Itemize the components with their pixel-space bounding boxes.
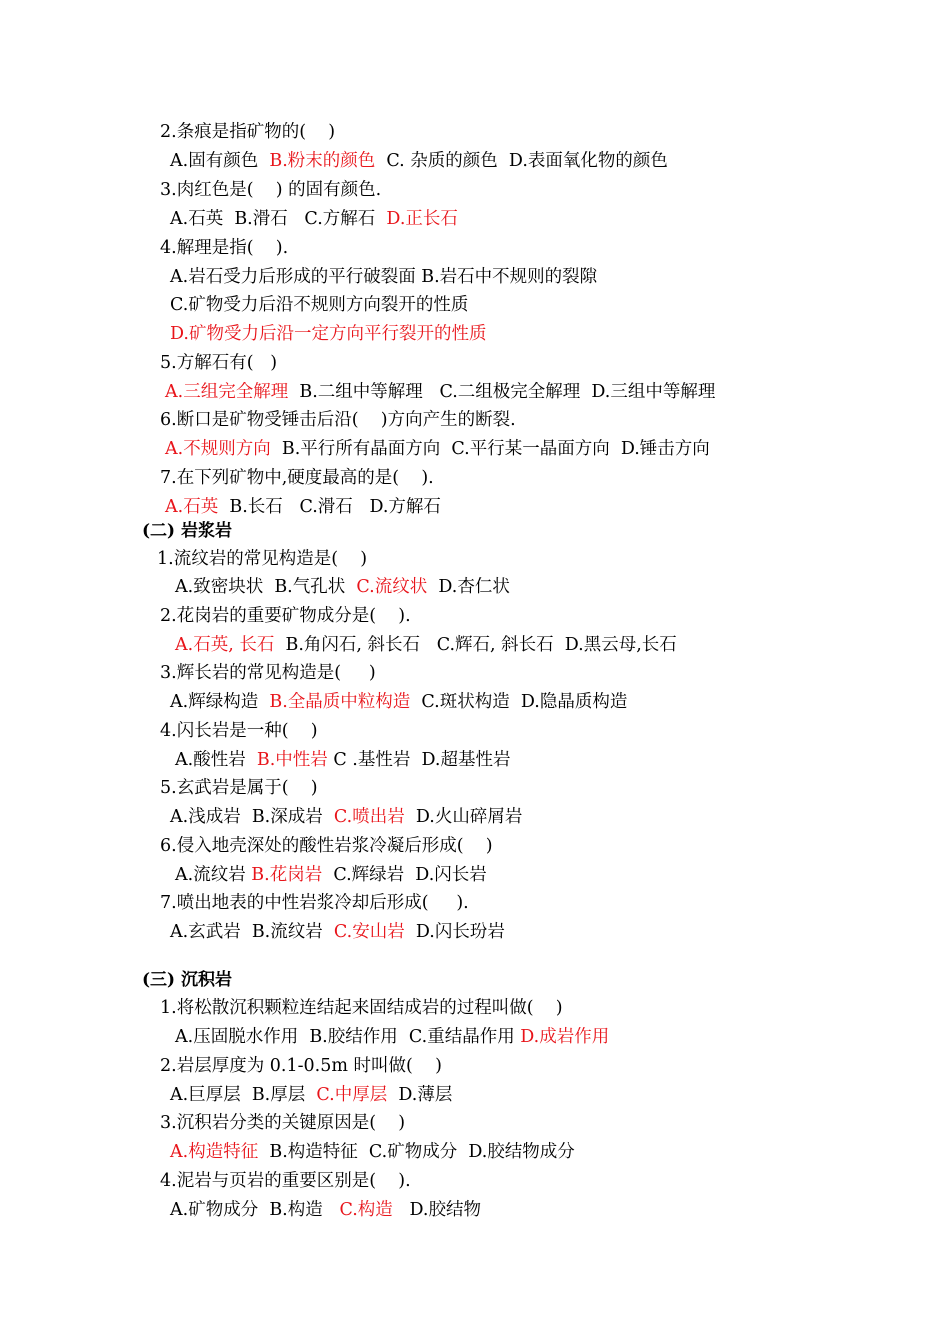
mineral-q4-text	[160, 237, 288, 259]
igneous-q5-text	[160, 777, 318, 799]
correct-answer: D.正长石	[386, 209, 458, 229]
text-fragment: B.长石 C.滑石 D.方解石	[218, 497, 441, 517]
text-fragment: 4.解理是指( ).	[160, 238, 289, 258]
igneous-q1-text	[157, 548, 367, 570]
text-fragment: B.角闪石, 斜长石 C.辉石, 斜长石 D.黑云母,长石	[274, 635, 677, 655]
text-fragment: A.酸性岩	[175, 750, 257, 770]
correct-answer: A.构造特征	[170, 1142, 259, 1162]
igneous-q6-options	[175, 864, 487, 886]
sedimentary-q2-text	[160, 1055, 442, 1077]
mineral-q7-options	[165, 496, 441, 518]
text-fragment: (三) 沉积岩	[142, 970, 233, 990]
text-fragment: 5.方解石有( )	[160, 353, 278, 373]
igneous-q7-options	[170, 921, 505, 943]
mineral-q7-text	[160, 467, 434, 489]
text-fragment: A.致密块状 B.气孔状	[175, 577, 357, 597]
text-fragment: D.火山碎屑岩	[404, 807, 523, 827]
igneous-q6-text	[160, 835, 493, 857]
igneous-q7-text	[160, 892, 469, 914]
correct-answer: B.花岗岩	[251, 865, 323, 885]
text-fragment: A.浅成岩 B.深成岩	[170, 807, 334, 827]
mineral-q4-option-d	[170, 323, 486, 345]
text-fragment: A.流纹岩	[175, 865, 252, 885]
mineral-q4-option-a-b	[170, 266, 597, 288]
sedimentary-q1-options	[175, 1026, 609, 1048]
mineral-q5-options	[165, 381, 715, 403]
text-fragment: 1.流纹岩的常见构造是( )	[157, 549, 368, 569]
sedimentary-q3-text	[160, 1112, 405, 1134]
text-fragment: 2.花岗岩的重要矿物成分是( ).	[160, 606, 411, 626]
igneous-q5-options	[170, 806, 522, 828]
text-fragment: C.辉绿岩 D.闪长岩	[322, 865, 487, 885]
mineral-q2-text	[160, 121, 335, 143]
text-fragment: 6.断口是矿物受锤击后沿( )方向产生的断裂.	[160, 410, 516, 430]
text-fragment: B.二组中等解理 C.二组极完全解理 D.三组中等解理	[288, 382, 716, 402]
text-fragment: B.平行所有晶面方向 C.平行某一晶面方向 D.锤击方向	[270, 439, 710, 459]
igneous-q3-options	[170, 691, 627, 713]
text-fragment: B.构造特征 C.矿物成分 D.胶结物成分	[258, 1142, 575, 1162]
mineral-q5-text	[160, 352, 277, 374]
section-sedimentary-heading	[142, 969, 232, 991]
text-fragment: D.胶结物	[392, 1200, 481, 1220]
text-fragment: 5.玄武岩是属于( )	[160, 778, 318, 798]
text-fragment: D.杏仁状	[427, 577, 510, 597]
text-fragment: 3.肉红色是( ) 的固有颜色.	[160, 180, 382, 200]
text-fragment: A.岩石受力后形成的平行破裂面 B.岩石中不规则的裂隙	[170, 267, 598, 287]
igneous-q4-text	[160, 720, 318, 742]
text-fragment: C.斑状构造 D.隐晶质构造	[410, 692, 628, 712]
igneous-q2-text	[160, 605, 411, 627]
correct-answer: A.石英, 长石	[175, 635, 275, 655]
correct-answer: B.中性岩	[256, 750, 328, 770]
text-fragment: D.薄层	[387, 1085, 453, 1105]
text-fragment: A.压固脱水作用 B.胶结作用 C.重结晶作用	[175, 1027, 521, 1047]
correct-answer: C.流纹状	[356, 577, 428, 597]
section-igneous-heading	[142, 520, 232, 542]
text-fragment: 7.喷出地表的中性岩浆冷却后形成( ).	[160, 893, 469, 913]
text-fragment: 4.闪长岩是一种( )	[160, 721, 318, 741]
text-fragment: 4.泥岩与页岩的重要区别是( ).	[160, 1171, 411, 1191]
text-fragment: D.闪长玢岩	[404, 922, 505, 942]
correct-answer: A.石英	[165, 497, 219, 517]
correct-answer: B.粉末的颜色	[269, 151, 376, 171]
text-fragment: 3.辉长岩的常见构造是( )	[160, 663, 376, 683]
sedimentary-q1-text	[160, 997, 563, 1019]
mineral-q6-text	[160, 409, 516, 431]
correct-answer: B.全晶质中粒构造	[269, 692, 411, 712]
sedimentary-q4-text	[160, 1170, 411, 1192]
correct-answer: C.构造	[339, 1200, 393, 1220]
text-fragment: C.矿物受力后沿不规则方向裂开的性质	[170, 295, 469, 315]
text-fragment: A.辉绿构造	[170, 692, 270, 712]
mineral-q3-options	[170, 208, 458, 230]
text-fragment: C. 杂质的颜色 D.表面氧化物的颜色	[375, 151, 668, 171]
correct-answer: D.成岩作用	[520, 1027, 610, 1047]
mineral-q4-option-c	[170, 294, 468, 316]
text-fragment: A.矿物成分 B.构造	[170, 1200, 340, 1220]
correct-answer: A.不规则方向	[165, 439, 271, 459]
sedimentary-q4-options	[170, 1199, 481, 1221]
correct-answer: C.喷出岩	[333, 807, 405, 827]
igneous-q3-text	[160, 662, 376, 684]
text-fragment: 3.沉积岩分类的关键原因是( )	[160, 1113, 406, 1133]
mineral-q3-text	[160, 179, 381, 201]
correct-answer: D.矿物受力后沿一定方向平行裂开的性质	[170, 324, 487, 344]
text-fragment: C .基性岩 D.超基性岩	[327, 750, 511, 770]
correct-answer: C.中厚层	[316, 1085, 388, 1105]
text-fragment: A.石英 B.滑石 C.方解石	[170, 209, 387, 229]
sedimentary-q3-options	[170, 1141, 575, 1163]
igneous-q2-options	[175, 634, 677, 656]
text-fragment: A.巨厚层 B.厚层	[170, 1085, 317, 1105]
text-fragment: A.固有颜色	[170, 151, 270, 171]
text-fragment: 1.将松散沉积颗粒连结起来固结成岩的过程叫做( )	[160, 998, 563, 1018]
correct-answer: A.三组完全解理	[165, 382, 289, 402]
mineral-q2-options	[170, 150, 668, 172]
igneous-q4-options	[175, 749, 510, 771]
text-fragment: A.玄武岩 B.流纹岩	[170, 922, 334, 942]
text-fragment: (二) 岩浆岩	[142, 521, 233, 541]
sedimentary-q2-options	[170, 1084, 452, 1106]
text-fragment: 7.在下列矿物中,硬度最高的是( ).	[160, 468, 434, 488]
mineral-q6-options	[165, 438, 710, 460]
igneous-q1-options	[175, 576, 510, 598]
text-fragment: 2.岩层厚度为 0.1-0.5m 时叫做( )	[160, 1056, 442, 1076]
text-fragment: 2.条痕是指矿物的( )	[160, 122, 336, 142]
correct-answer: C.安山岩	[333, 922, 405, 942]
text-fragment: 6.侵入地壳深处的酸性岩浆冷凝后形成( )	[160, 836, 493, 856]
